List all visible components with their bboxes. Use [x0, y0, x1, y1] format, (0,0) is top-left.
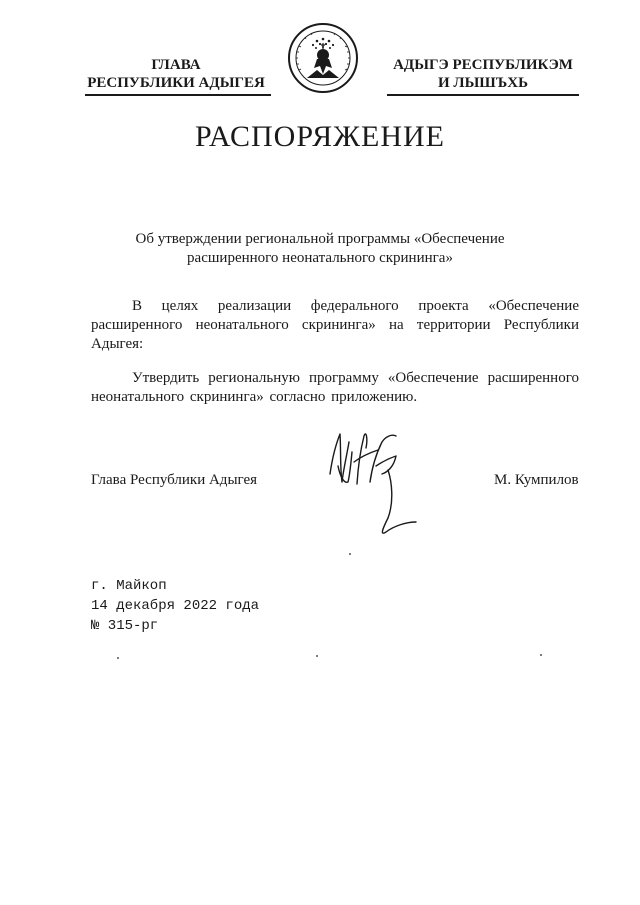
header-right-line2: И ЛЫШЪХЬ	[437, 75, 529, 91]
document-subject	[100, 230, 540, 268]
signatory-position: Глава Республики Адыгея	[91, 472, 258, 488]
subject-line2: расширенного неонатального скрининга»	[187, 250, 453, 266]
header-left-line2: РЕСПУБЛИКИ АДЫГЕЯ	[87, 75, 265, 91]
body-paragraph-1: В целях реализации федерального проекта «Обеспечение расширенного неонатального скрининга» на территории Республики Адыгея:	[91, 298, 579, 352]
header-right-line1: АДЫГЭ РЕСПУБЛИКЭМ	[393, 57, 573, 73]
document-number: № 315-рг	[91, 618, 159, 634]
scan-speck	[316, 655, 318, 657]
document-city: г. Майкоп	[91, 578, 167, 594]
header-right-rule	[387, 94, 579, 96]
signatory-name: М. Кумпилов	[494, 472, 579, 488]
subject-line1: Об утверждении региональной программы «Обеспечение	[135, 231, 505, 247]
body-paragraph-2: Утвердить региональную программу «Обеспечение расширенного неонатального скрининга» согласно приложению.	[91, 370, 579, 405]
scan-speck	[117, 657, 119, 659]
scan-speck	[540, 654, 542, 656]
header-left-rule	[85, 94, 271, 96]
document-title: РАСПОРЯЖЕНИЕ	[194, 120, 446, 153]
scan-speck	[349, 553, 351, 555]
header-left	[80, 56, 272, 92]
header-left-line1: ГЛАВА	[151, 57, 201, 73]
coat-of-arms-emblem	[287, 22, 359, 94]
header-right	[383, 56, 583, 92]
handwritten-signature-icon	[320, 422, 420, 540]
document-date: 14 декабря 2022 года	[91, 598, 260, 614]
